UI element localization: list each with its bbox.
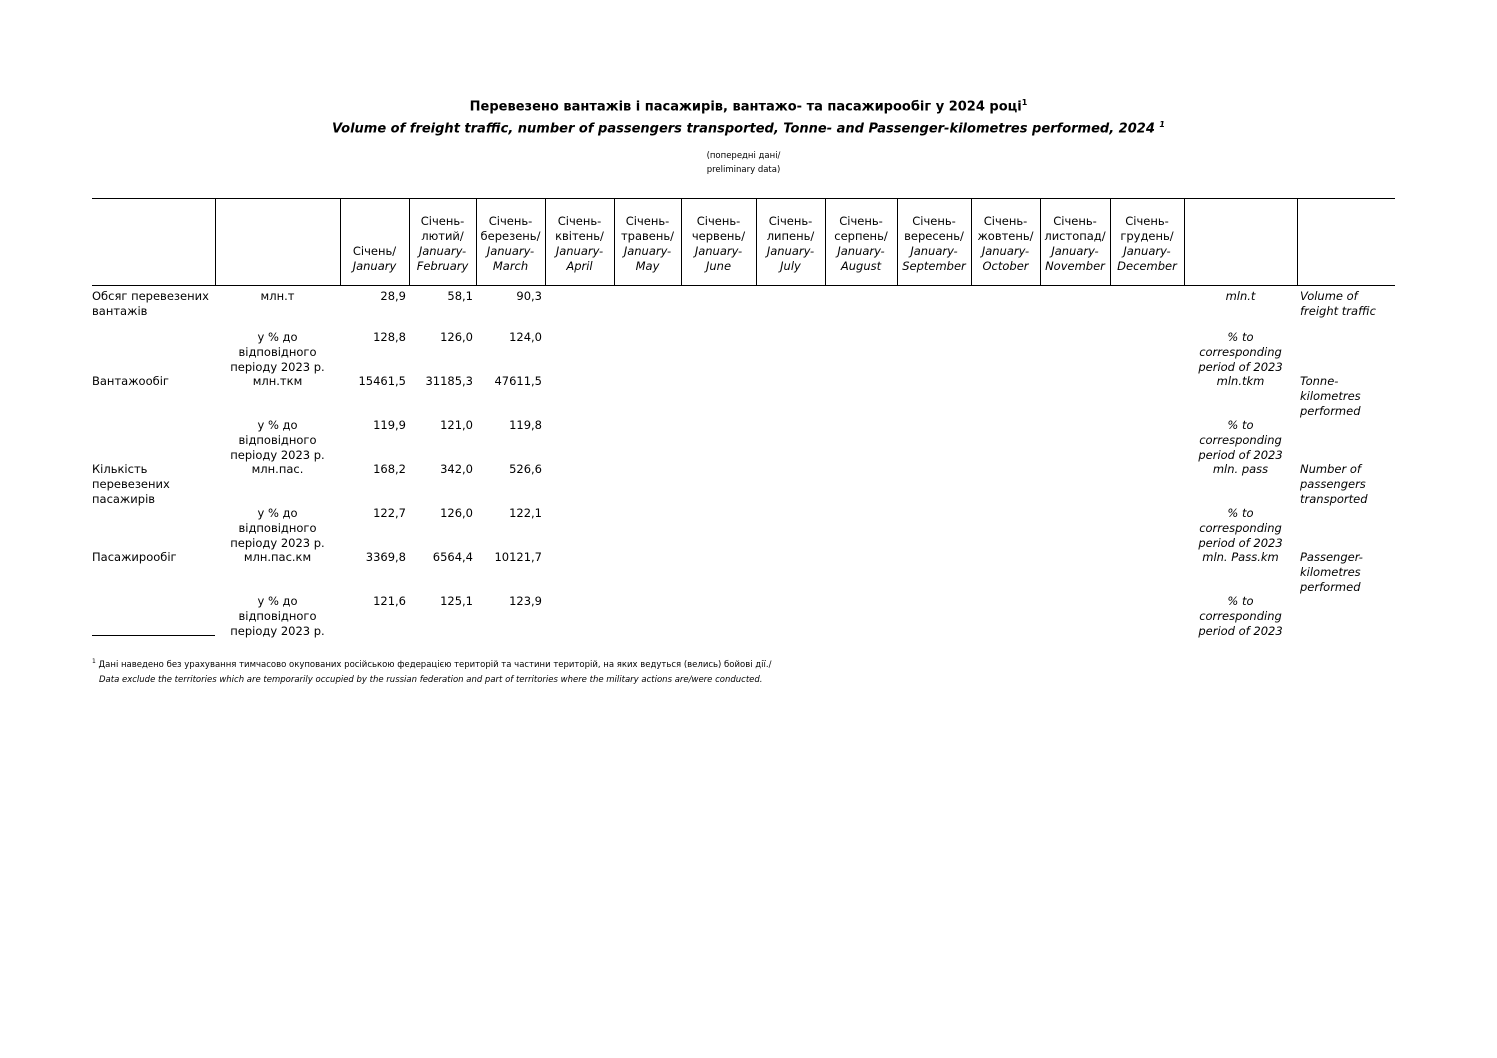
value-cell [897, 330, 971, 374]
unit-ua: у % до відповідного періоду 2023 р. [230, 329, 325, 374]
month-label-en: January-August [837, 244, 885, 273]
value-cell: 124,0 [509, 329, 542, 344]
indicator-name-ua: Обсяг перевезених вантажів [92, 289, 209, 318]
value-cell: 128,8 [373, 329, 406, 344]
month-label-ua: Січень-червень/ [691, 214, 746, 243]
unit-en: mln. pass [1212, 461, 1269, 476]
month-label-ua: Січень-березень/ [480, 214, 541, 243]
value-cell [614, 550, 681, 594]
value-cell [897, 462, 971, 506]
unit-ua: млн.т [260, 289, 295, 303]
value-cell [681, 462, 756, 506]
value-cell [614, 330, 681, 374]
value-cell [1110, 374, 1184, 418]
value-cell [971, 330, 1040, 374]
value-cell [756, 374, 825, 418]
value-cell [971, 418, 1040, 462]
value-cell [825, 286, 897, 330]
month-label-en: January-July [766, 244, 815, 273]
value-cell [1040, 462, 1110, 506]
value-cell [1040, 286, 1110, 330]
value-cell [825, 462, 897, 506]
value-cell [681, 286, 756, 330]
value-cell: 119,8 [509, 417, 542, 432]
value-cell [681, 506, 756, 550]
value-cell [1110, 330, 1184, 374]
indicator-name-en [1297, 506, 1395, 550]
table-row [92, 462, 1395, 506]
value-cell: 526,6 [509, 461, 542, 476]
unit-en: mln.tkm [1216, 373, 1265, 388]
transport-statistics-table [92, 198, 1395, 638]
value-cell [971, 462, 1040, 506]
value-cell [825, 550, 897, 594]
header-month-9 [897, 199, 971, 286]
month-label-en: January-December [1117, 244, 1177, 273]
month-label-en: January-October [981, 244, 1030, 273]
month-label-en: January-September [902, 244, 966, 273]
value-cell [897, 418, 971, 462]
header-month-8 [825, 199, 897, 286]
indicator-name-en [1297, 330, 1395, 374]
value-cell [1040, 594, 1110, 638]
value-cell [1110, 286, 1184, 330]
value-cell [1040, 418, 1110, 462]
value-cell [545, 506, 614, 550]
value-cell [756, 594, 825, 638]
title-ukrainian: Перевезено вантажів і пасажирів, вантажо- та пасажирообіг у 2024 році$^1$ [469, 98, 1028, 115]
month-label-ua: Січень-вересень/ [904, 214, 964, 243]
table-row [92, 594, 1395, 638]
indicator-name-en [1297, 594, 1395, 638]
value-cell: 126,0 [440, 329, 473, 344]
value-cell: 119,9 [373, 417, 406, 432]
value-cell [756, 550, 825, 594]
month-label-en: January [352, 259, 397, 273]
unit-en: % to corresponding period of 2023 [1198, 593, 1283, 638]
indicator-name-en: Tonne-kilometres performed [1300, 373, 1361, 418]
value-cell [1110, 462, 1184, 506]
value-cell: 168,2 [373, 461, 406, 476]
unit-en: % to corresponding period of 2023 [1198, 505, 1283, 550]
month-label-ua: Січень-травень/ [620, 214, 675, 243]
unit-ua: млн.пас. [251, 461, 304, 476]
value-cell [756, 506, 825, 550]
value-cell [971, 286, 1040, 330]
value-cell [1110, 418, 1184, 462]
header-indicator [92, 199, 215, 286]
header-month-3 [476, 199, 545, 286]
value-cell [614, 594, 681, 638]
indicator-name-ua [92, 506, 215, 550]
unit-en: mln.t [1225, 289, 1256, 303]
header-month-10 [971, 199, 1040, 286]
header-month-4 [545, 199, 614, 286]
table-row [92, 286, 1395, 330]
month-label-ua: Січень-липень/ [766, 214, 815, 243]
value-cell [825, 374, 897, 418]
value-cell: 31185,3 [425, 373, 473, 388]
header-unit [215, 199, 340, 286]
value-cell [825, 506, 897, 550]
table-row [92, 506, 1395, 550]
unit-en: % to corresponding period of 2023 [1198, 329, 1283, 374]
value-cell [1040, 550, 1110, 594]
indicator-name-ua [92, 418, 215, 462]
value-cell: 6564,4 [432, 549, 473, 564]
unit-ua: млн.пас.км [243, 549, 312, 564]
value-cell [545, 418, 614, 462]
title-english: Volume of freight traffic, number of passengers transported, Tonne- and Passenger-kilometres performed, 2024 $^1$ [332, 120, 1165, 137]
value-cell [897, 594, 971, 638]
indicator-name-ua [92, 594, 215, 638]
value-cell: 28,9 [380, 289, 406, 303]
table-row [92, 330, 1395, 374]
value-cell [614, 286, 681, 330]
value-cell: 15461,5 [358, 373, 406, 388]
value-cell [681, 550, 756, 594]
month-label-en: January-February [416, 244, 469, 273]
month-label-ua: Січень-лютий/ [420, 214, 465, 243]
value-cell: 125,1 [440, 593, 473, 608]
indicator-name-en: Passenger-kilometres performed [1300, 549, 1363, 594]
value-cell [1110, 506, 1184, 550]
value-cell [1040, 374, 1110, 418]
value-cell [756, 330, 825, 374]
value-cell [825, 594, 897, 638]
value-cell [614, 462, 681, 506]
header-month-6 [681, 199, 756, 286]
value-cell [545, 550, 614, 594]
unit-en: mln. Pass.km [1202, 549, 1279, 564]
value-cell [756, 462, 825, 506]
value-cell: 121,0 [440, 417, 473, 432]
month-label-ua: Січень-серпень/ [834, 214, 888, 243]
value-cell [614, 374, 681, 418]
table-row [92, 418, 1395, 462]
value-cell: 90,3 [516, 289, 542, 303]
header-month-1 [340, 199, 409, 286]
value-cell [681, 374, 756, 418]
value-cell [545, 462, 614, 506]
month-label-ua: Січень-грудень/ [1120, 214, 1174, 243]
indicator-name-en: Number of passengers transported [1300, 461, 1368, 506]
header-row [92, 199, 1395, 286]
value-cell [545, 286, 614, 330]
header-month-2 [409, 199, 476, 286]
value-cell [1110, 594, 1184, 638]
value-cell [681, 594, 756, 638]
value-cell: 121,6 [373, 593, 406, 608]
value-cell [545, 330, 614, 374]
value-cell [825, 418, 897, 462]
value-cell: 47611,5 [494, 373, 542, 388]
footnote: $^1$ Дані наведено без урахування тимчасово окупованих російською федерацією територій та частини територій, на яких ведуться (велись) бойові дії./ Data exclude the territories which are temporarily occupied by the russian federation and part of territories where the military actions are/were conducted. [92, 658, 772, 685]
table-end-rule [92, 635, 215, 636]
value-cell [681, 418, 756, 462]
value-cell: 126,0 [440, 505, 473, 520]
preliminary-data-note: (попередні дані/ preliminary data) [706, 151, 781, 175]
value-cell [825, 330, 897, 374]
month-label-ua: Січень-квітень/ [555, 214, 604, 243]
value-cell: 122,7 [373, 505, 406, 520]
header-unit-en [1184, 199, 1297, 286]
month-label-ua: Січень-листопад/ [1044, 214, 1106, 243]
indicator-name-en: Volume of freight traffic [1300, 289, 1376, 318]
value-cell [545, 374, 614, 418]
value-cell: 342,0 [440, 461, 473, 476]
header-month-11 [1040, 199, 1110, 286]
indicator-name-ua: Пасажирообіг [92, 549, 177, 564]
month-label-ua: Січень-жовтень/ [977, 214, 1034, 243]
value-cell: 122,1 [509, 505, 542, 520]
unit-ua: у % до відповідного періоду 2023 р. [230, 505, 325, 550]
value-cell [971, 374, 1040, 418]
header-indicator-en [1297, 199, 1395, 286]
month-label-en: January-November [1045, 244, 1105, 273]
value-cell: 10121,7 [494, 549, 542, 564]
month-label-en: January-May [623, 244, 672, 273]
month-label-en: January-June [694, 244, 743, 273]
table-row [92, 550, 1395, 594]
value-cell [1040, 330, 1110, 374]
month-label-en: January-April [555, 244, 604, 273]
value-cell: 3369,8 [365, 549, 406, 564]
value-cell: 123,9 [509, 593, 542, 608]
value-cell [971, 506, 1040, 550]
value-cell [971, 550, 1040, 594]
unit-ua: у % до відповідного періоду 2023 р. [230, 417, 325, 462]
value-cell [614, 506, 681, 550]
value-cell [897, 286, 971, 330]
value-cell [897, 374, 971, 418]
month-label-en: January-March [486, 244, 535, 273]
month-label-ua: Січень/ [352, 244, 397, 258]
value-cell [971, 594, 1040, 638]
indicator-name-ua: Кількість перевезених пасажирів [92, 461, 170, 506]
header-month-5 [614, 199, 681, 286]
indicator-name-ua [92, 330, 215, 374]
value-cell [1110, 550, 1184, 594]
value-cell [897, 550, 971, 594]
value-cell [681, 330, 756, 374]
value-cell [897, 506, 971, 550]
unit-ua: у % до відповідного періоду 2023 р. [230, 593, 325, 638]
unit-en: % to corresponding period of 2023 [1198, 417, 1283, 462]
header-month-7 [756, 199, 825, 286]
indicator-name-ua: Вантажообіг [92, 373, 169, 388]
value-cell [756, 418, 825, 462]
value-cell [545, 594, 614, 638]
value-cell [756, 286, 825, 330]
value-cell [1040, 506, 1110, 550]
value-cell [614, 418, 681, 462]
header-month-12 [1110, 199, 1184, 286]
table-row [92, 374, 1395, 418]
value-cell: 58,1 [447, 289, 473, 303]
unit-ua: млн.ткм [252, 373, 303, 388]
indicator-name-en [1297, 418, 1395, 462]
